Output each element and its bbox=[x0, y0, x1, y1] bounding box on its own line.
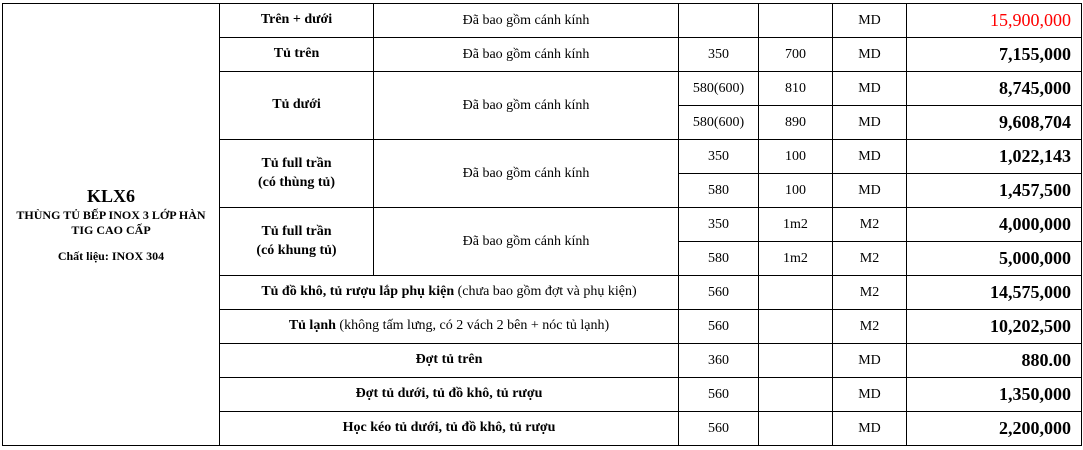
item-name-line1: Tủ full trần bbox=[261, 223, 332, 239]
unit: M2 bbox=[833, 276, 907, 310]
item-name-note: (chưa bao gồm đợt và phụ kiện) bbox=[454, 284, 637, 300]
product-material: Chất liệu: INOX 304 bbox=[57, 248, 165, 263]
item-name-bold: Tủ đồ khô, tủ rượu lắp phụ kiện bbox=[261, 284, 455, 300]
dimension-2: 1m2 bbox=[759, 242, 833, 276]
product-description: THÙNG TỦ BẾP INOX 3 LỚP HÀN TIG CAO CẤP bbox=[16, 208, 206, 237]
item-name-line1: Tủ full trần bbox=[261, 155, 332, 171]
price: 9,608,704 bbox=[907, 106, 1082, 140]
price: 14,575,000 bbox=[907, 276, 1082, 310]
item-name bbox=[220, 208, 374, 276]
dimension-2: 700 bbox=[759, 38, 833, 72]
unit: MD bbox=[833, 106, 907, 140]
dimension-1 bbox=[679, 4, 759, 38]
dimension-2: 100 bbox=[759, 174, 833, 208]
item-name bbox=[220, 310, 679, 344]
price: 1,457,500 bbox=[907, 174, 1082, 208]
price: 1,022,143 bbox=[907, 140, 1082, 174]
dimension-1: 580(600) bbox=[679, 72, 759, 106]
product-code: KLX6 bbox=[86, 185, 135, 206]
unit: MD bbox=[833, 38, 907, 72]
dimension-1: 580(600) bbox=[679, 106, 759, 140]
dimension-1: 560 bbox=[679, 276, 759, 310]
dimension-1: 350 bbox=[679, 38, 759, 72]
item-name: Đợt tủ dưới, tủ đồ khô, tủ rượu bbox=[220, 378, 679, 412]
dimension-1: 580 bbox=[679, 174, 759, 208]
dimension-1: 350 bbox=[679, 208, 759, 242]
unit: MD bbox=[833, 4, 907, 38]
dimension-2 bbox=[759, 276, 833, 310]
dimension-2 bbox=[759, 310, 833, 344]
unit: MD bbox=[833, 140, 907, 174]
product-cell bbox=[3, 4, 220, 446]
dimension-2: 890 bbox=[759, 106, 833, 140]
unit: MD bbox=[833, 412, 907, 446]
glass-note: Đã bao gồm cánh kính bbox=[374, 4, 679, 38]
dimension-2 bbox=[759, 412, 833, 446]
glass-note: Đã bao gồm cánh kính bbox=[374, 140, 679, 208]
item-name bbox=[220, 276, 679, 310]
dimension-2: 810 bbox=[759, 72, 833, 106]
price: 7,155,000 bbox=[907, 38, 1082, 72]
unit: M2 bbox=[833, 310, 907, 344]
unit: MD bbox=[833, 174, 907, 208]
item-name: Học kéo tủ dưới, tủ đồ khô, tủ rượu bbox=[220, 412, 679, 446]
unit: MD bbox=[833, 72, 907, 106]
item-name bbox=[220, 140, 374, 208]
glass-note: Đã bao gồm cánh kính bbox=[374, 38, 679, 72]
item-name: Tủ trên bbox=[220, 38, 374, 72]
dimension-2 bbox=[759, 378, 833, 412]
price: 10,202,500 bbox=[907, 310, 1082, 344]
unit: MD bbox=[833, 378, 907, 412]
item-name-line2: (có khung tủ) bbox=[256, 242, 337, 258]
item-name-bold: Tủ lạnh bbox=[288, 318, 336, 334]
price: 1,350,000 bbox=[907, 378, 1082, 412]
dimension-1: 350 bbox=[679, 140, 759, 174]
dimension-2 bbox=[759, 344, 833, 378]
glass-note: Đã bao gồm cánh kính bbox=[374, 72, 679, 140]
dimension-1: 560 bbox=[679, 412, 759, 446]
item-name-note: (không tấm lưng, có 2 vách 2 bên + nóc tủ lạnh) bbox=[335, 318, 610, 334]
dimension-2: 1m2 bbox=[759, 208, 833, 242]
price: 15,900,000 bbox=[907, 4, 1082, 38]
item-name-line2: (có thùng tủ) bbox=[257, 174, 335, 190]
item-name: Đợt tủ trên bbox=[220, 344, 679, 378]
dimension-1: 580 bbox=[679, 242, 759, 276]
dimension-2 bbox=[759, 4, 833, 38]
unit: M2 bbox=[833, 208, 907, 242]
dimension-1: 560 bbox=[679, 310, 759, 344]
unit: MD bbox=[833, 344, 907, 378]
dimension-1: 360 bbox=[679, 344, 759, 378]
price: 4,000,000 bbox=[907, 208, 1082, 242]
price: 5,000,000 bbox=[907, 242, 1082, 276]
item-name: Tủ dưới bbox=[220, 72, 374, 140]
table-row bbox=[3, 4, 1082, 38]
dimension-2: 100 bbox=[759, 140, 833, 174]
price: 880.00 bbox=[907, 344, 1082, 378]
unit: M2 bbox=[833, 242, 907, 276]
item-name: Trên + dưới bbox=[220, 4, 374, 38]
dimension-1: 560 bbox=[679, 378, 759, 412]
price-table bbox=[2, 3, 1082, 446]
price: 8,745,000 bbox=[907, 72, 1082, 106]
price: 2,200,000 bbox=[907, 412, 1082, 446]
glass-note: Đã bao gồm cánh kính bbox=[374, 208, 679, 276]
